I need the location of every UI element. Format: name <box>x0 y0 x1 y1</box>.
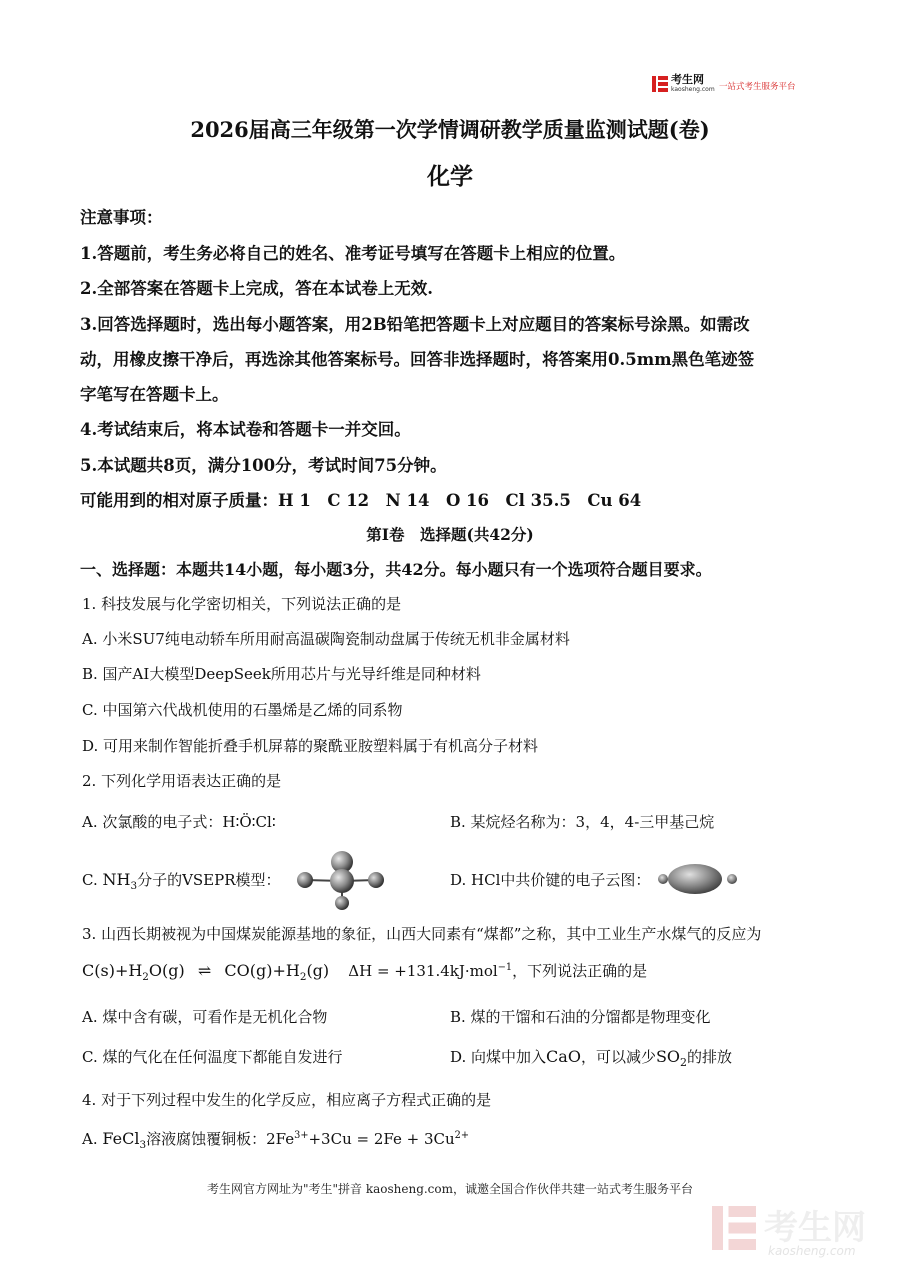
q4-stem: 4. 对于下列过程中发生的化学反应，相应离子方程式正确的是 <box>82 1091 492 1109</box>
q3-option-d: D. 向煤中加入CaO，可以减少$SO_2$的排放 <box>450 1047 733 1069</box>
notice-heading: 注意事项： <box>80 208 163 227</box>
q3-option-b: B. 煤的干馏和石油的分馏都是物理变化 <box>450 1008 711 1026</box>
q3-equation: $C(s)+H_2O(g)$ ⇌ $CO(g)+H_2(g) \Delta H = +131.4kJ\cdot mol^{-1}$，下列说法正确的是 <box>82 961 648 984</box>
electron-formula: H∶Ö∶Cl∶ <box>222 813 276 831</box>
q2-stem: 2. 下列化学用语表达正确的是 <box>82 772 282 790</box>
equilibrium-arrow-icon: ⇌ <box>197 961 212 980</box>
subject-title: 化学 <box>427 163 473 190</box>
logo-name: 考生网 <box>671 73 704 86</box>
logo-url: kaosheng.com <box>671 86 715 93</box>
q1-stem: 1. 科技发展与化学密切相关，下列说法正确的是 <box>82 595 402 613</box>
q3-option-a: A. 煤中含有碳，可看作是无机化合物 <box>82 1008 328 1026</box>
watermark <box>712 1200 892 1260</box>
notice-item: 动，用橡皮擦干净后，再选涂其他答案标号。回答非选择题时，将答案用0.5mm黑色笔迹签 <box>80 350 755 369</box>
notice-item: 3.回答选择题时，选出每小题答案，用2B铅笔把答题卡上对应题目的答案标号涂黑。如需改 <box>80 315 750 334</box>
electron-cloud-image <box>655 862 739 896</box>
kaosheng-logo-icon <box>652 76 668 92</box>
exam-title: 2026届高三年级第一次学情调研教学质量监测试题(卷) <box>190 117 710 142</box>
logo-slogan: 一站式考生服务平台 <box>719 82 796 92</box>
q2-option-b: B. 某烷烃名称为：3，4，4-三甲基己烷 <box>450 813 715 831</box>
nh3-formula: $NH_3$ <box>102 870 138 893</box>
watermark-name: 考生网 <box>764 1208 866 1248</box>
q1-option-c: C. 中国第六代战机使用的石墨烯是乙烯的同系物 <box>82 701 403 719</box>
q2-option-a <box>82 811 276 832</box>
q1-option-d: D. 可用来制作智能折叠手机屏幕的聚酰亚胺塑料属于有机高分子材料 <box>82 737 539 755</box>
notice-item: 1.答题前，考生务必将自己的姓名、准考证号填写在答题卡上相应的位置。 <box>80 244 626 263</box>
notice-item: 4.考试结束后，将本试卷和答题卡一并交回。 <box>80 420 411 439</box>
enthalpy: ΔH = +131.4kJ·mol$^{-1}$ <box>348 962 513 980</box>
q2-option-c-label: C. <box>82 871 98 889</box>
watermark-logo-icon <box>712 1202 756 1254</box>
q3-option-c: C. 煤的气化在任何温度下都能自发进行 <box>82 1048 343 1066</box>
header-logo <box>652 74 822 96</box>
watermark-url: kaosheng.com <box>768 1244 856 1258</box>
q2-option-d: D. HCl中共价键的电子云图： <box>450 871 651 889</box>
q1-option-b: B. 国产AI大模型DeepSeek所用芯片与光导纤维是同种材料 <box>82 665 481 683</box>
notice-item: 5.本试题共8页，满分100分，考试时间75分钟。 <box>80 456 447 475</box>
notice-item: 2.全部答案在答题卡上完成，答在本试卷上无效. <box>80 279 433 298</box>
q3-stem: 3. 山西长期被视为中国煤炭能源基地的象征，山西大同素有“煤都”之称，其中工业生产水煤气的反应为 <box>82 925 762 943</box>
part-heading: 一、选择题：本题共14小题，每小题3分，共42分。每小题只有一个选项符合题目要求。 <box>80 560 712 579</box>
q1-option-a: A. 小米SU7纯电动轿车所用耐高温碳陶瓷制动盘属于传统无机非金属材料 <box>82 630 570 648</box>
q2-option-c: C. $NH_3$分子的VSEPR模型： <box>82 870 281 893</box>
q2-option-a-label: A. 次氯酸的电子式： <box>82 813 223 831</box>
q4-option-a: A. FeCl$_3$溶液腐蚀覆铜板：$2Fe^{3+}+3Cu = 2Fe + 3Cu^{2+}$ <box>82 1129 470 1152</box>
atomic-masses: 可能用到的相对原子质量：H 1 C 12 N 14 O 16 Cl 35.5 Cu 64 <box>80 491 642 510</box>
vsepr-model-image <box>292 848 388 912</box>
section-title: 第Ⅰ卷 选择题(共42分) <box>366 525 534 544</box>
notice-item: 字笔写在答题卡上。 <box>80 385 229 404</box>
footer-text: 考生网官方网址为"考生"拼音 kaosheng.com，诚邀全国合作伙伴共建一站式考生服务平台 <box>206 1182 694 1196</box>
